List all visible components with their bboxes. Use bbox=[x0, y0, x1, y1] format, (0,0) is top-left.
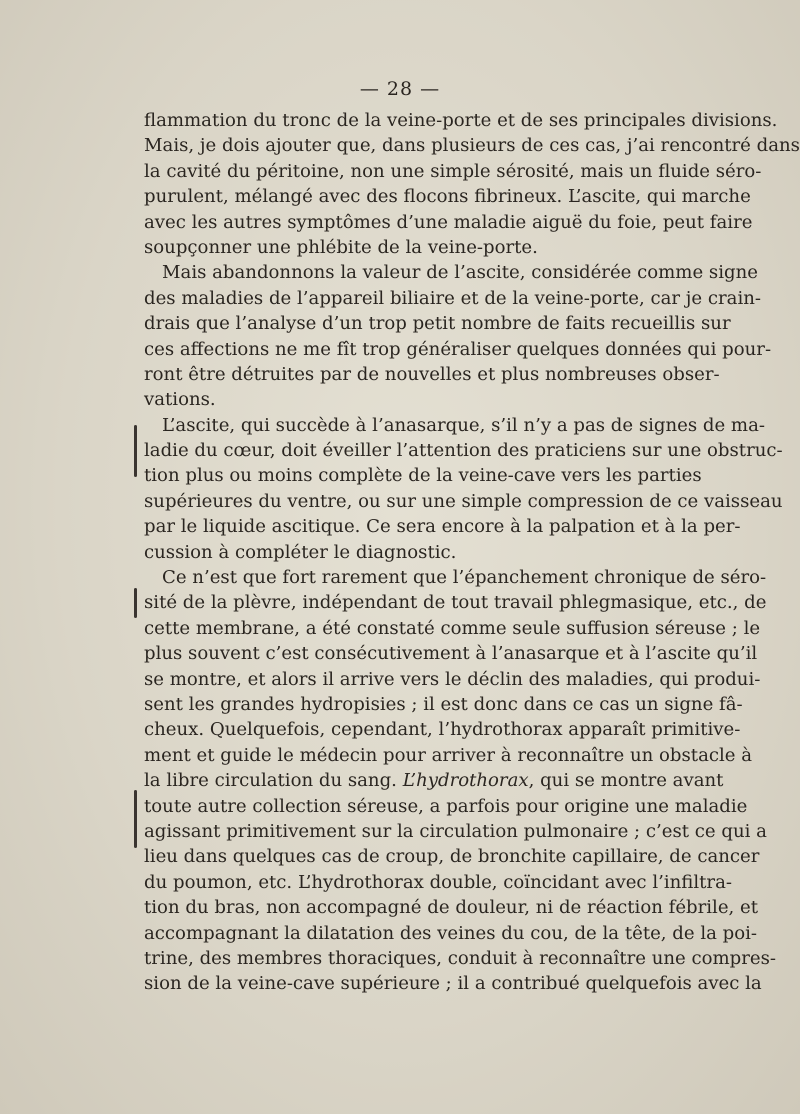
text-line: sité de la plèvre, indépendant de tout travail phlegmasique, etc., de bbox=[144, 592, 767, 614]
page-number: — 28 — bbox=[359, 78, 441, 100]
text-line: drais que l’analyse d’un trop petit nombre de faits recueillis sur bbox=[144, 313, 731, 335]
text-line: Mais, je dois ajouter que, dans plusieurs de ces cas, j’ai rencontré dans bbox=[144, 135, 800, 157]
text-line: Mais abandonnons la valeur de l’ascite, considérée comme signe bbox=[162, 262, 758, 284]
text-line: avec les autres symptômes d’une maladie aiguë du foie, peut faire bbox=[144, 211, 753, 233]
text-line: soupçonner une phlébite de la veine-porte. bbox=[144, 236, 538, 258]
text-line: par le liquide ascitique. Ce sera encore à la palpation et à la per- bbox=[144, 516, 741, 538]
text-line: accompagnant la dilatation des veines du cou, de la tête, de la poi- bbox=[144, 922, 758, 944]
margin-mark bbox=[134, 588, 137, 618]
text-line: ladie du cœur, doit éveiller l’attention des praticiens sur une obstruc- bbox=[144, 440, 783, 462]
text-line: cussion à compléter le diagnostic. bbox=[144, 541, 457, 563]
text-line: ront être détruites par de nouvelles et plus nombreuses obser- bbox=[144, 363, 720, 385]
margin-mark bbox=[134, 425, 137, 477]
text-line: purulent, mélangé avec des flocons fibrineux. L’ascite, qui marche bbox=[144, 186, 751, 208]
text-line: L’ascite, qui succède à l’anasarque, s’il n’y a pas de signes de ma- bbox=[162, 414, 765, 436]
text-line: flammation du tronc de la veine-porte et de ses principales divisions. bbox=[144, 110, 778, 131]
text-line: trine, des membres thoraciques, conduit à reconnaître une compres- bbox=[144, 947, 777, 969]
text-line: vations. bbox=[144, 389, 216, 411]
text-span: , qui se montre avant bbox=[528, 770, 724, 792]
italic-term: L’hydrothorax bbox=[402, 770, 529, 792]
text-line: cheux. Quelquefois, cependant, l’hydrothorax apparaît primitive- bbox=[144, 719, 741, 741]
text-line: des maladies de l’appareil biliaire et de la veine-porte, car je crain- bbox=[144, 287, 761, 309]
text-line: toute autre collection séreuse, a parfois pour origine une maladie bbox=[144, 795, 748, 817]
margin-mark bbox=[134, 790, 137, 848]
text-line: supérieures du ventre, ou sur une simple compression de ce vaisseau bbox=[144, 490, 783, 512]
text-line: sent les grandes hydropisies ; il est donc dans ce cas un signe fâ- bbox=[144, 693, 743, 715]
text-line: la cavité du péritoine, non une simple sérosité, mais un fluide séro- bbox=[144, 160, 762, 182]
text-line: se montre, et alors il arrive vers le déclin des maladies, qui produi- bbox=[144, 668, 761, 690]
text-line: tion plus ou moins complète de la veine-cave vers les parties bbox=[144, 465, 702, 487]
text-line: ces affections ne me fît trop généraliser quelques données qui pour- bbox=[144, 338, 772, 360]
text-line bbox=[144, 768, 724, 793]
text-line: Ce n’est que fort rarement que l’épanchement chronique de séro- bbox=[162, 567, 767, 589]
text-line: sion de la veine-cave supérieure ; il a contribué quelquefois avec la bbox=[144, 973, 762, 995]
body-text bbox=[144, 108, 800, 997]
text-span: la libre circulation du sang. bbox=[144, 770, 403, 792]
text-line: tion du bras, non accompagné de douleur, ni de réaction fébrile, et bbox=[144, 897, 759, 919]
text-line: plus souvent c’est consécutivement à l’anasarque et à l’ascite qu’il bbox=[144, 643, 758, 665]
text-line: cette membrane, a été constaté comme seule suffusion séreuse ; le bbox=[144, 617, 761, 639]
text-line: du poumon, etc. L’hydrothorax double, coïncidant avec l’infiltra- bbox=[144, 871, 732, 893]
text-line: lieu dans quelques cas de croup, de bronchite capillaire, de cancer bbox=[144, 846, 760, 868]
text-line: agissant primitivement sur la circulation pulmonaire ; c’est ce qui a bbox=[144, 820, 767, 842]
text-line: ment et guide le médecin pour arriver à reconnaître un obstacle à bbox=[144, 744, 753, 766]
